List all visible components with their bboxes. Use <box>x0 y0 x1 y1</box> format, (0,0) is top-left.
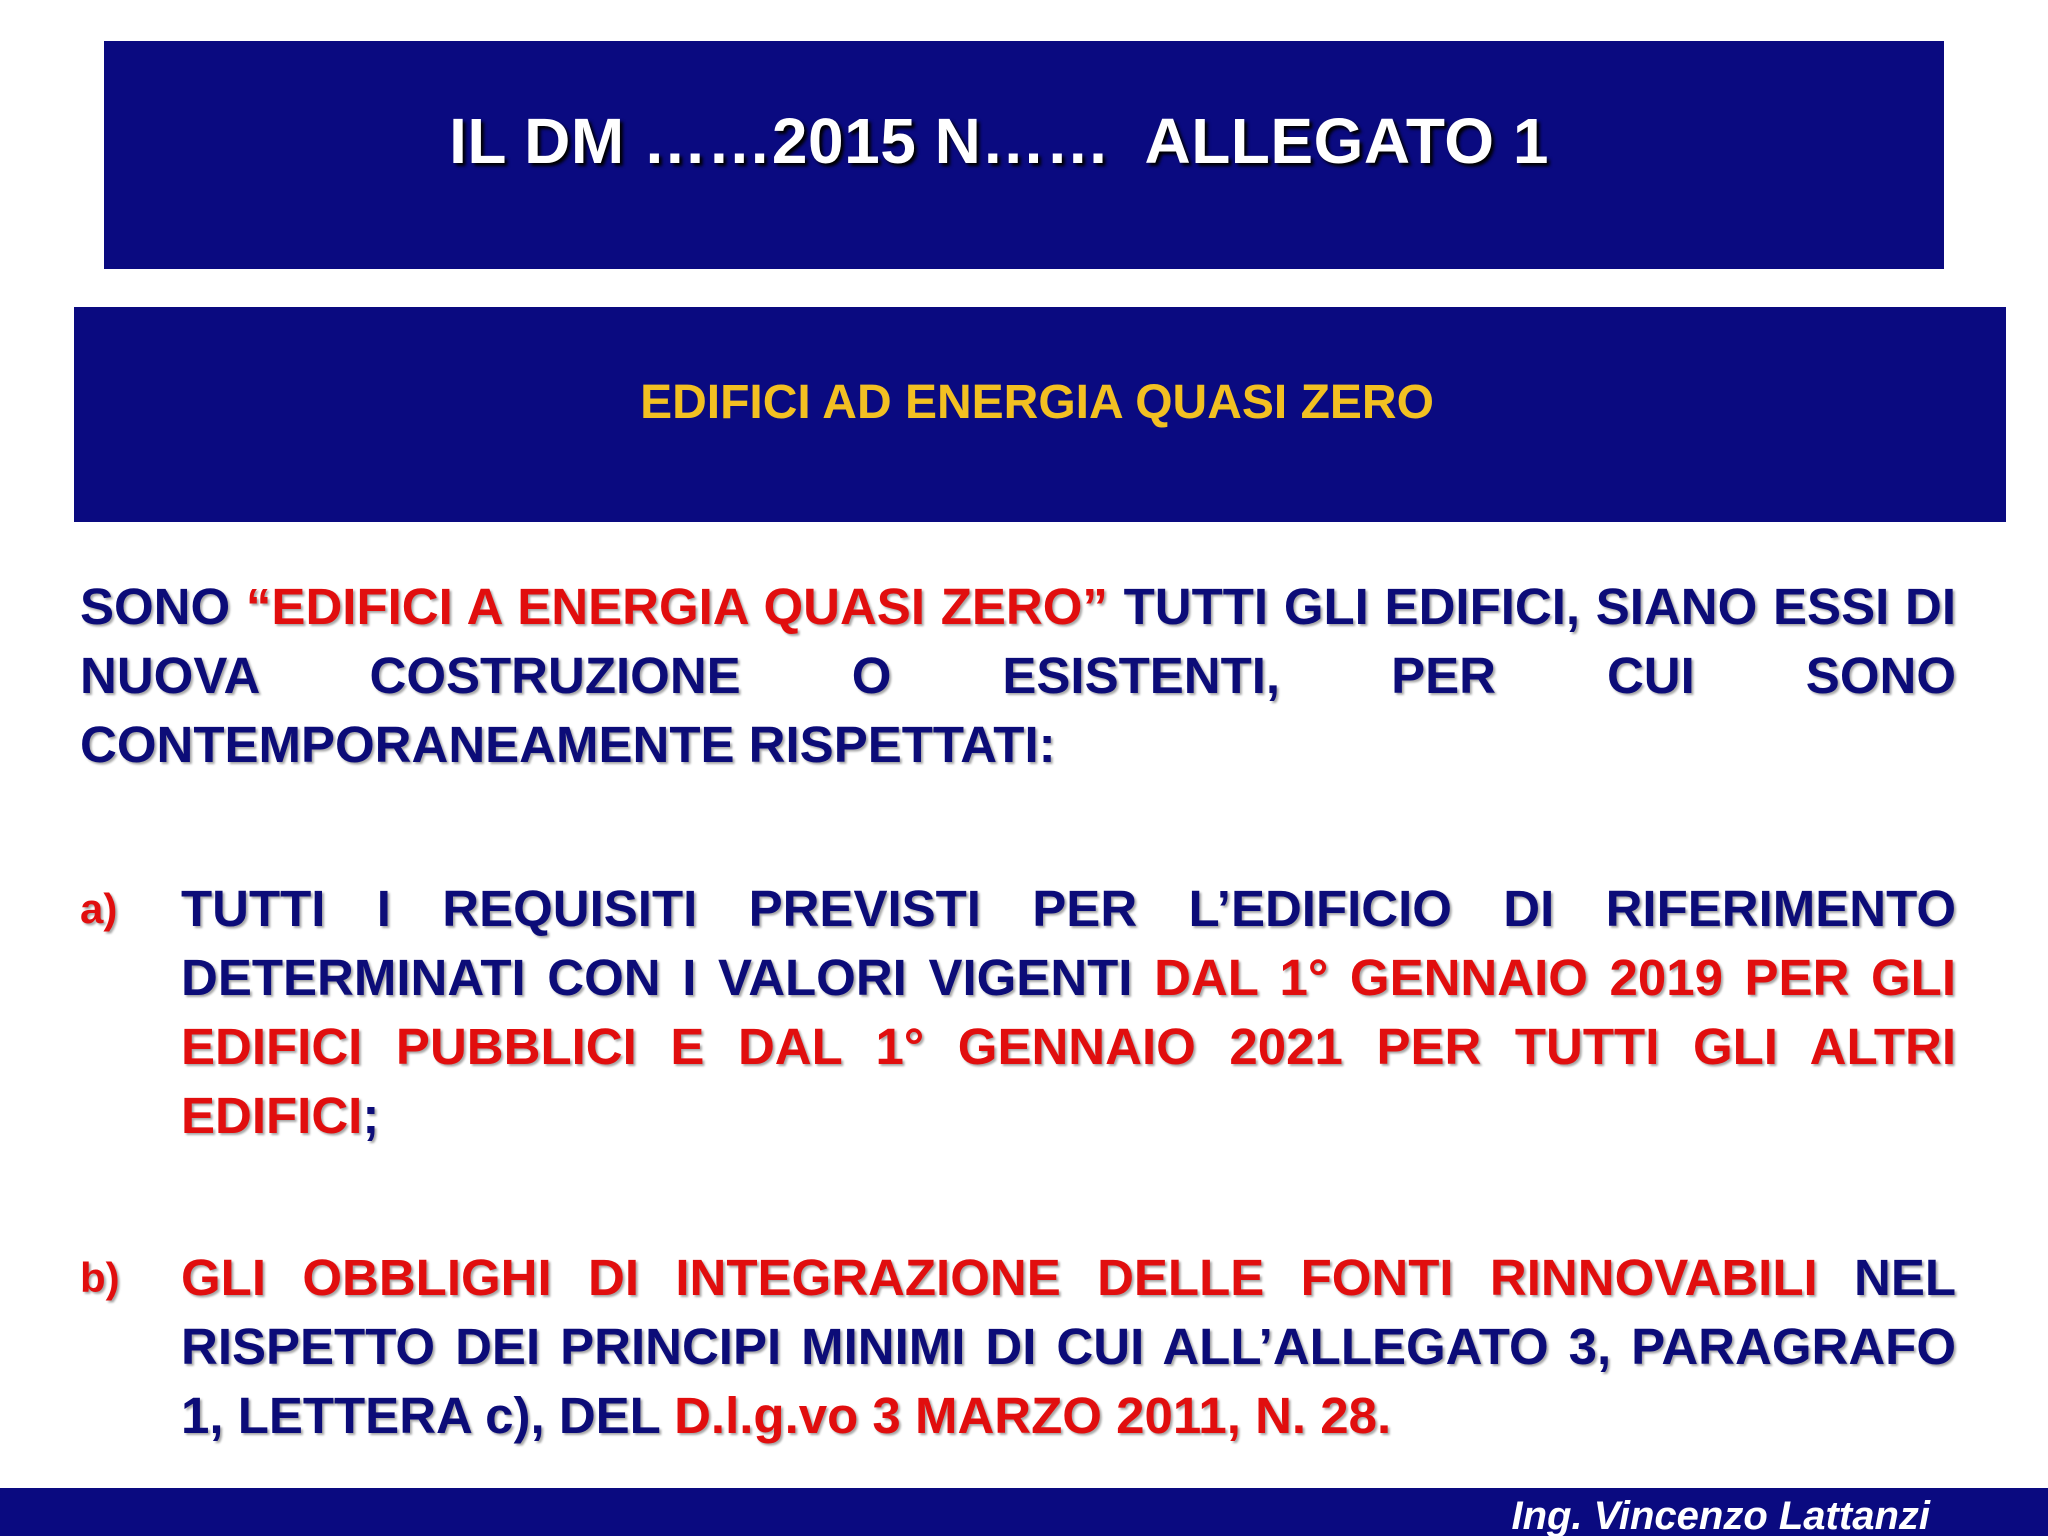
slide-title: IL DM ……2015 N…… ALLEGATO 1 <box>449 105 1549 177</box>
item-a-highlight: DAL 1° GENNAIO 2019 PER GLI EDIFICI PUBBLICI E DAL 1° GENNAIO 2021 PER TUTTI GLI ALTRI EDIFICI <box>181 949 1956 1144</box>
title-banner <box>104 41 1944 269</box>
list-marker-a: a) <box>80 885 118 932</box>
item-b-reference: D.l.g.vo 3 MARZO 2011, N. 28. <box>674 1387 1392 1444</box>
intro-text-start: SONO <box>80 578 246 635</box>
slide-subtitle: EDIFICI AD ENERGIA QUASI ZERO <box>640 376 1434 429</box>
item-a-end: ; <box>362 1087 380 1144</box>
intro-highlight: “EDIFICI A ENERGIA QUASI ZERO” <box>245 578 1108 635</box>
intro-text-end: TUTTI GLI EDIFICI, SIANO ESSI DI NUOVA COSTRUZIONE O ESISTENTI, PER CUI SONO CONTEMPORANEAMENTE RISPETTATI: <box>80 578 1956 773</box>
item-b-highlight: GLI OBBLIGHI DI INTEGRAZIONE DELLE FONTI RINNOVABILI <box>181 1249 1818 1306</box>
list-marker-b: b) <box>80 1254 120 1301</box>
item-b-text: NEL RISPETTO DEI PRINCIPI MINIMI DI CUI ALL’ALLEGATO 3, PARAGRAFO 1, LETTERA c), DEL <box>181 1249 1956 1444</box>
footer-author: Ing. Vincenzo Lattanzi <box>1511 1494 1930 1538</box>
list-item-b <box>80 1243 1956 1450</box>
list-item-a <box>80 874 1956 1150</box>
item-a-text: TUTTI I REQUISITI PREVISTI PER L’EDIFICIO DI RIFERIMENTO DETERMINATI CON I VALORI VIGENTI <box>181 880 1956 1006</box>
intro-paragraph <box>80 572 1956 779</box>
subtitle-banner <box>74 307 2006 522</box>
